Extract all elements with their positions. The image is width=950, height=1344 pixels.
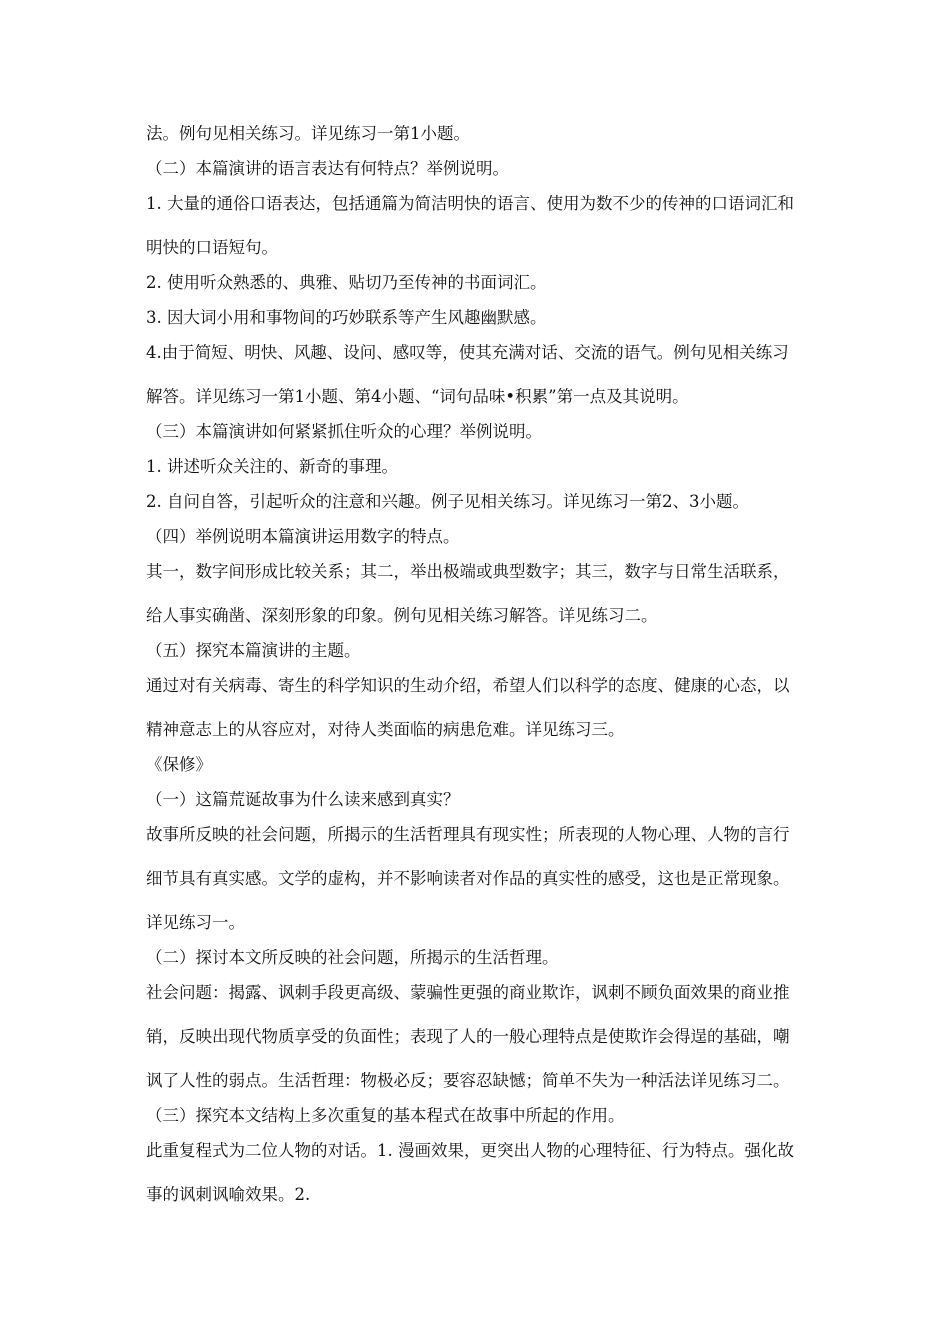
paragraph-line: 3. 因大词小用和事物间的巧妙联系等产生风趣幽默感。 <box>146 308 547 327</box>
paragraph-line: 事的讽刺讽喻效果。2. <box>146 1185 311 1204</box>
paragraph-line: 2. 自问自答，引起听众的注意和兴趣。例子见相关练习。详见练习一第2、3小题。 <box>146 492 749 511</box>
section-heading: （二）探讨本文所反映的社会问题，所揭示的生活哲理。 <box>146 948 559 967</box>
paragraph-line: 法。例句见相关练习。详见练习一第1小题。 <box>146 124 470 143</box>
paragraph-line: 4.由于简短、明快、风趣、设问、感叹等，使其充满对话、交流的语气。例句见相关练习 <box>146 343 789 362</box>
paragraph-line: 详见练习一。 <box>146 913 245 932</box>
section-heading: （二）本篇演讲的语言表达有何特点？举例说明。 <box>146 159 509 178</box>
paragraph-line: 销，反映出现代物质享受的负面性；表现了人的一般心理特点是使欺诈会得逞的基础，嘲 <box>146 1027 790 1046</box>
paragraph-line: 明快的口语短句。 <box>146 238 278 257</box>
paragraph-line: 其一，数字间形成比较关系；其二，举出极端或典型数字；其三，数字与日常生活联系， <box>146 562 790 581</box>
paragraph-line: 社会问题：揭露、讽刺手段更高级、蒙骗性更强的商业欺诈，讽刺不顾负面效果的商业推 <box>146 983 790 1002</box>
paragraph-line: 1. 大量的通俗口语表达，包括通篇为简洁明快的语言、使用为数不少的传神的口语词汇和 <box>146 194 794 213</box>
section-heading: （三）本篇演讲如何紧紧抓住听众的心理？举例说明。 <box>146 422 542 441</box>
paragraph-line: 精神意志上的从容应对，对待人类面临的病患危难。详见练习三。 <box>146 720 625 739</box>
paragraph-line: 解答。详见练习一第1小题、第4小题、“词句品味•积累”第一点及其说明。 <box>146 387 689 406</box>
paragraph-line: 给人事实确凿、深刻形象的印象。例句见相关练习解答。详见练习二。 <box>146 606 658 625</box>
paragraph-line: 1. 讲述听众关注的、新奇的事理。 <box>146 457 398 476</box>
paragraph-line: 通过对有关病毒、寄生的科学知识的生动介绍，希望人们以科学的态度、健康的心态，以 <box>146 676 790 695</box>
paragraph-line: 故事所反映的社会问题，所揭示的生活哲理具有现实性；所表现的人物心理、人物的言行 <box>146 825 790 844</box>
paragraph-line: 此重复程式为二位人物的对话。1. 漫画效果，更突出人物的心理特征、行为特点。强化故 <box>146 1141 794 1160</box>
section-heading: （三）探究本文结构上多次重复的基本程式在故事中所起的作用。 <box>146 1106 625 1125</box>
section-heading: （四）举例说明本篇演讲运用数字的特点。 <box>146 527 460 546</box>
article-title: 《保修》 <box>146 755 212 774</box>
section-heading: （一）这篇荒诞故事为什么读来感到真实？ <box>146 790 460 809</box>
paragraph-line: 细节具有真实感。文学的虚构，并不影响读者对作品的真实性的感受，这也是正常现象。 <box>146 869 790 888</box>
paragraph-line: 讽了人性的弱点。生活哲理：物极必反；要容忍缺憾；简单不失为一种活法详见练习二。 <box>146 1071 790 1090</box>
section-heading: （五）探究本篇演讲的主题。 <box>146 641 361 660</box>
paragraph-line: 2. 使用听众熟悉的、典雅、贴切乃至传神的书面词汇。 <box>146 273 547 292</box>
document-page <box>146 124 816 1205</box>
